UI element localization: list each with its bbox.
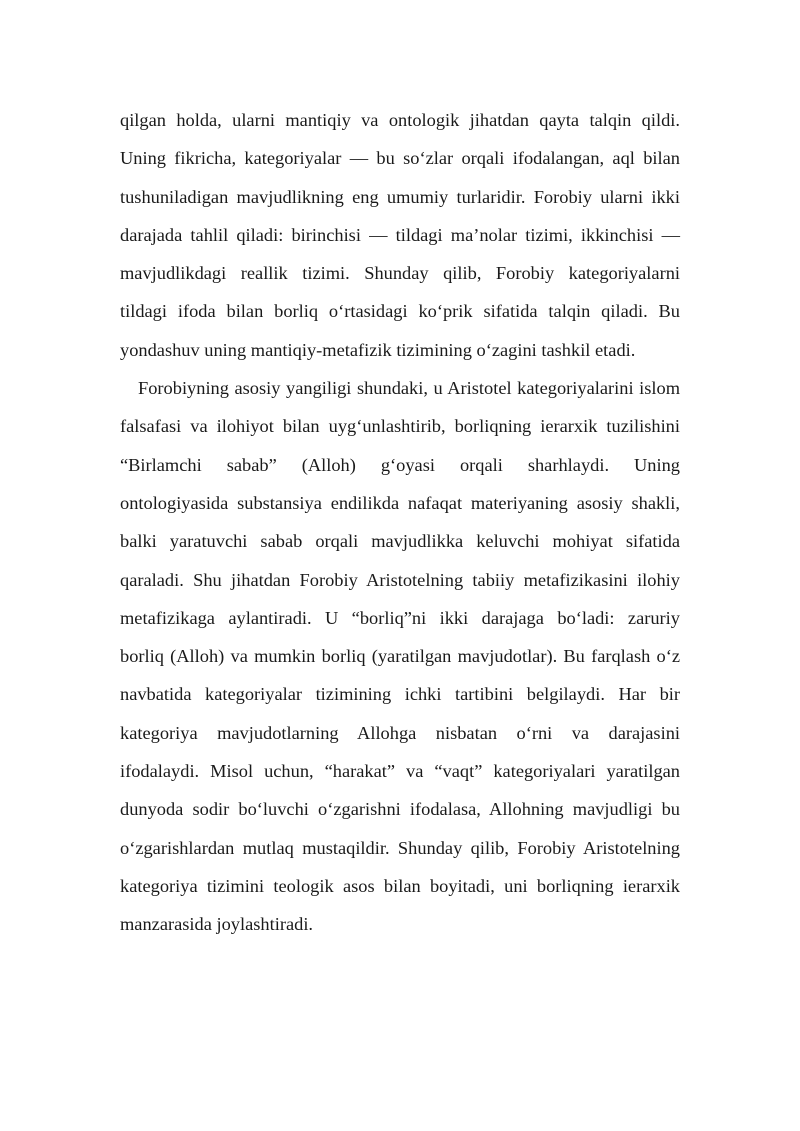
paragraph-2	[120, 369, 680, 943]
text-line: Forobiyning asosiy yangiligi shundaki, u Aristotel kategoriyalarini islom	[138, 378, 680, 399]
text-line: kategoriya tizimini teologik asos bilan boyitadi, uni borliqning ierarxik	[120, 875, 680, 896]
paragraph-1	[120, 101, 680, 369]
text-line: dunyoda sodir bo‘luvchi o‘zgarishni ifodalasa, Allohning mavjudligi bu	[120, 799, 680, 820]
text-line: darajada tahlil qiladi: birinchisi — tildagi ma’nolar tizimi, ikkinchisi —	[120, 224, 680, 245]
text-line: “Birlamchi sabab” (Alloh) g‘oyasi orqali sharhlaydi. Uning	[120, 454, 680, 475]
text-line: borliq (Alloh) va mumkin borliq (yaratilgan mavjudotlar). Bu farqlash o‘z	[120, 646, 680, 667]
text-line: tildagi ifoda bilan borliq o‘rtasidagi ko‘prik sifatida talqin qiladi. Bu	[120, 301, 680, 322]
text-line: qaraladi. Shu jihatdan Forobiy Aristotelning tabiiy metafizikasini ilohiy	[120, 569, 680, 590]
text-line: ifodalaydi. Misol uchun, “harakat” va “vaqt” kategoriyalari yaratilgan	[120, 761, 680, 782]
text-line: metafizikaga aylantiradi. U “borliq”ni ikki darajaga bo‘ladi: zaruriy	[120, 607, 680, 628]
text-line: navbatida kategoriyalar tizimining ichki tartibini belgilaydi. Har bir	[120, 684, 680, 705]
text-line: o‘zgarishlardan mutlaq mustaqildir. Shunday qilib, Forobiy Aristotelning	[120, 837, 680, 858]
text-line: manzarasida joylashtiradi.	[120, 914, 314, 935]
text-line: mavjudlikdagi reallik tizimi. Shunday qilib, Forobiy kategoriyalarni	[120, 263, 680, 284]
body-text	[120, 101, 680, 944]
text-line: Uning fikricha, kategoriyalar — bu so‘zlar orqali ifodalangan, aql bilan	[120, 148, 680, 169]
text-line: balki yaratuvchi sabab orqali mavjudlikka keluvchi mohiyat sifatida	[120, 531, 680, 552]
text-line: kategoriya mavjudotlarning Allohga nisbatan o‘rni va darajasini	[120, 722, 680, 743]
text-line: falsafasi va ilohiyot bilan uyg‘unlashtirib, borliqning ierarxik tuzilishini	[120, 416, 680, 437]
text-line: tushuniladigan mavjudlikning eng umumiy turlaridir. Forobiy ularni ikki	[120, 186, 680, 207]
text-line: ontologiyasida substansiya endilikda nafaqat materiyaning asosiy shakli,	[120, 492, 680, 513]
text-line: yondashuv uning mantiqiy-metafizik tizimining o‘zagini tashkil etadi.	[120, 339, 636, 360]
text-line: qilgan holda, ularni mantiqiy va ontologik jihatdan qayta talqin qildi.	[120, 110, 680, 130]
